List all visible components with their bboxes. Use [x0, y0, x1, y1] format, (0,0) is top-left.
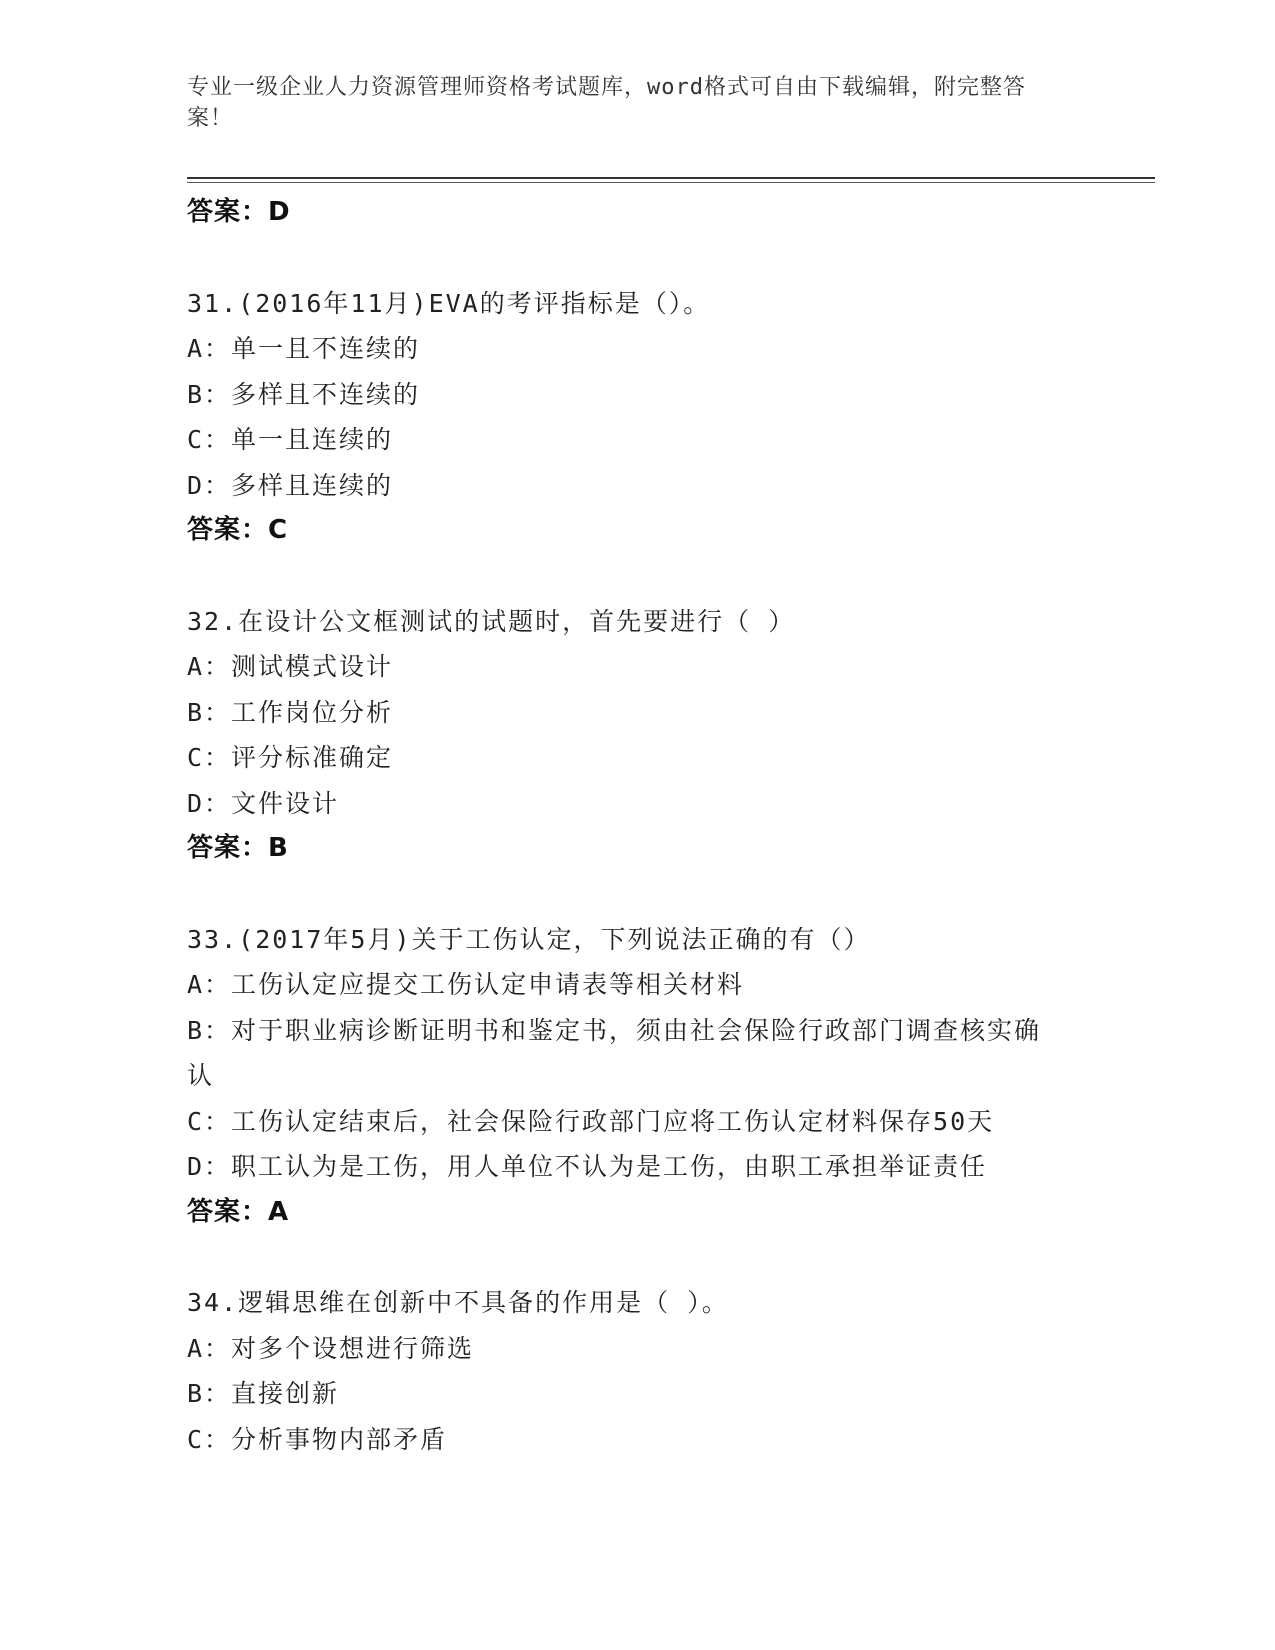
question-stem: 31.(2016年11月)EVA的考评指标是（）。 — [187, 288, 711, 318]
question-stem: 34.逻辑思维在创新中不具备的作用是（ ）。 — [187, 1288, 729, 1317]
spacer — [187, 1235, 1087, 1280]
option-c: C：单一且连续的 — [187, 425, 394, 454]
option-c: C：评分标准确定 — [187, 743, 394, 772]
question-block — [187, 917, 1087, 1236]
page-header: 专业一级企业人力资源管理师资格考试题库，word格式可自由下载编辑，附完整答案！ — [187, 75, 1026, 131]
answer-label: 答案：D — [187, 197, 291, 227]
spacer — [187, 554, 1087, 599]
header-divider — [187, 177, 1155, 179]
spacer — [187, 236, 1087, 281]
header-divider-thin — [187, 182, 1155, 183]
question-block — [187, 281, 1087, 554]
option-b: B：直接创新 — [187, 1379, 340, 1408]
option-a: A：测试模式设计 — [187, 652, 394, 681]
option-c: C：工伤认定结束后，社会保险行政部门应将工伤认定材料保存50天 — [187, 1106, 995, 1136]
question-block — [187, 599, 1087, 872]
question-list — [187, 190, 1087, 1462]
question-stem: 33.(2017年5月)关于工伤认定，下列说法正确的有（） — [187, 924, 871, 954]
option-b: B：多样且不连续的 — [187, 379, 421, 409]
spacer — [187, 872, 1087, 917]
option-b: B：工作岗位分析 — [187, 697, 394, 727]
option-a: A：对多个设想进行筛选 — [187, 1333, 475, 1363]
option-d: D：文件设计 — [187, 788, 340, 818]
question-stem: 32.在设计公文框测试的试题时，首先要进行（ ） — [187, 606, 796, 636]
question-block — [187, 1280, 1087, 1462]
option-a: A：工伤认定应提交工伤认定申请表等相关材料 — [187, 970, 745, 999]
option-d: D：职工认为是工伤，用人单位不认为是工伤，由职工承担举证责任 — [187, 1152, 988, 1181]
option-c: C：分析事物内部矛盾 — [187, 1424, 448, 1454]
option-b: B：对于职业病诊断证明书和鉴定书，须由社会保险行政部门调查核实确认 — [187, 1015, 1042, 1090]
answer-label: 答案：A — [187, 1196, 290, 1227]
option-a: A：单一且不连续的 — [187, 334, 421, 363]
option-d: D：多样且连续的 — [187, 470, 394, 500]
answer-label: 答案：C — [187, 515, 289, 545]
answer-label: 答案：B — [187, 833, 289, 863]
